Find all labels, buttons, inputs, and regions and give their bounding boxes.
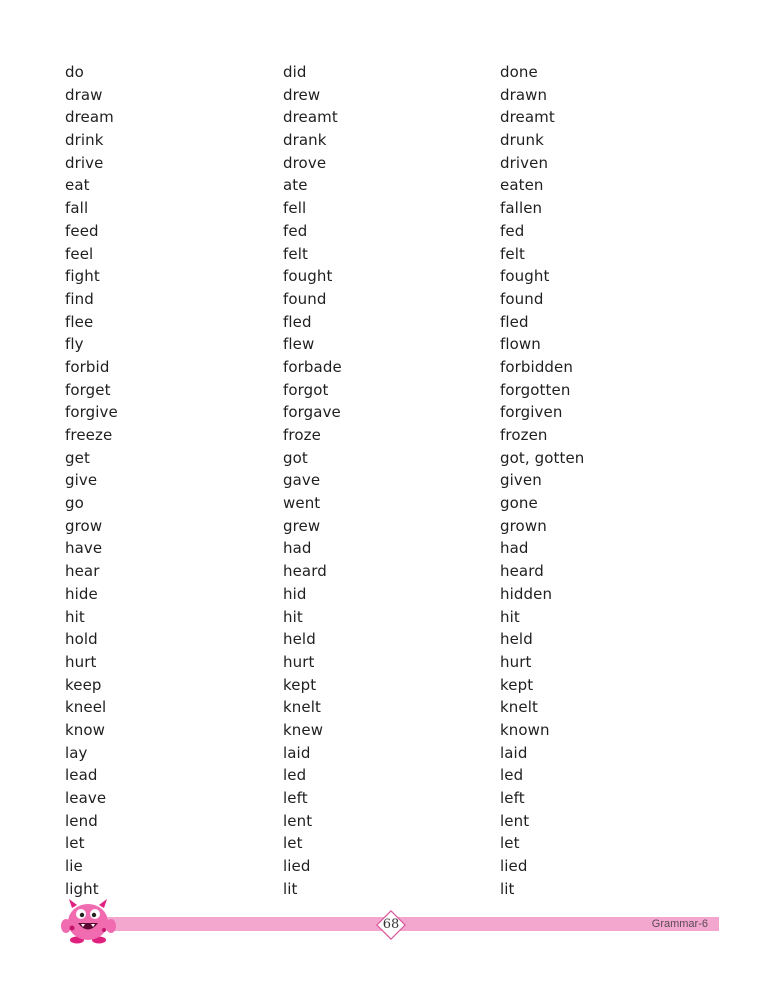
past-participle-cell: held [500, 630, 533, 649]
past-participle-cell: knelt [500, 698, 538, 717]
past-participle-cell: grown [500, 516, 547, 535]
verb-row [0, 220, 783, 243]
page-number: 68 [382, 917, 400, 932]
past-simple-cell: hid [283, 584, 307, 603]
base-form-cell: fly [65, 335, 84, 354]
base-form-cell: flee [65, 312, 94, 331]
past-participle-cell: fed [500, 221, 525, 240]
past-participle-cell: forbidden [500, 357, 573, 376]
past-participle-cell: frozen [500, 426, 548, 444]
past-simple-cell: fled [283, 312, 312, 331]
past-simple-cell: forgot [283, 380, 329, 399]
past-simple-cell: led [283, 766, 307, 785]
verb-row [0, 265, 783, 288]
verb-row [0, 492, 783, 515]
base-form-cell: dream [65, 108, 114, 127]
past-participle-cell: lied [500, 857, 528, 876]
base-form-cell: fall [65, 199, 89, 218]
past-participle-cell: laid [500, 743, 528, 762]
base-form-cell: hit [65, 607, 85, 626]
base-form-cell: draw [65, 85, 103, 104]
past-simple-cell: held [283, 630, 316, 649]
past-simple-cell: hurt [283, 652, 315, 671]
past-participle-cell: hidden [500, 584, 553, 603]
past-participle-cell: drawn [500, 85, 548, 104]
base-form-cell: light [65, 879, 99, 898]
verb-row [0, 401, 783, 424]
base-form-cell: do [65, 63, 84, 81]
verb-row [0, 174, 783, 197]
verb-row [0, 379, 783, 402]
verb-row [0, 129, 783, 152]
base-form-cell: lend [65, 811, 98, 830]
base-form-cell: fight [65, 267, 100, 286]
verb-row [0, 696, 783, 719]
verb-row [0, 333, 783, 356]
verb-row [0, 61, 783, 84]
base-form-cell: go [65, 494, 84, 513]
base-form-cell: keep [65, 675, 102, 694]
past-participle-cell: left [500, 789, 525, 807]
verb-row [0, 537, 783, 560]
verb-row [0, 855, 783, 878]
past-simple-cell: drank [283, 131, 327, 150]
verb-row [0, 583, 783, 606]
past-simple-cell: knew [283, 720, 324, 739]
past-simple-cell: gave [283, 471, 321, 490]
past-simple-cell: dreamt [283, 108, 338, 127]
past-simple-cell: lit [283, 879, 298, 898]
irregular-verb-table [0, 61, 783, 900]
base-form-cell: eat [65, 176, 90, 195]
past-simple-cell: froze [283, 426, 321, 444]
past-simple-cell: heard [283, 562, 327, 581]
verb-row [0, 810, 783, 833]
base-form-cell: get [65, 448, 90, 467]
verb-row [0, 674, 783, 697]
verb-row [0, 356, 783, 379]
base-form-cell: freeze [65, 426, 113, 444]
base-form-cell: lie [65, 857, 83, 876]
base-form-cell: have [65, 539, 103, 558]
verb-row [0, 719, 783, 742]
verb-row [0, 152, 783, 175]
verb-row [0, 606, 783, 629]
verb-row [0, 628, 783, 651]
verb-row [0, 469, 783, 492]
past-participle-cell: kept [500, 675, 534, 694]
past-simple-cell: laid [283, 743, 311, 762]
verb-row [0, 515, 783, 538]
past-simple-cell: flew [283, 335, 315, 354]
past-participle-cell: lit [500, 879, 515, 898]
past-simple-cell: let [283, 834, 303, 853]
page-number-badge [374, 908, 408, 942]
past-simple-cell: grew [283, 516, 321, 535]
past-simple-cell: went [283, 494, 321, 513]
past-participle-cell: let [500, 834, 520, 853]
past-participle-cell: felt [500, 244, 525, 263]
past-simple-cell: fed [283, 221, 308, 240]
past-simple-cell: drove [283, 153, 327, 172]
past-participle-cell: fallen [500, 199, 543, 218]
base-form-cell: know [65, 720, 106, 739]
past-simple-cell: got [283, 448, 308, 467]
base-form-cell: hide [65, 584, 98, 603]
base-form-cell: feel [65, 244, 94, 263]
verb-row [0, 424, 783, 447]
base-form-cell: give [65, 471, 98, 490]
past-simple-cell: forgave [283, 403, 341, 422]
verb-row [0, 651, 783, 674]
base-form-cell: forget [65, 380, 111, 399]
past-participle-cell: hurt [500, 652, 532, 671]
verb-row [0, 447, 783, 470]
base-form-cell: hurt [65, 652, 97, 671]
base-form-cell: find [65, 289, 94, 308]
base-form-cell: lay [65, 743, 88, 762]
base-form-cell: hold [65, 630, 98, 649]
past-participle-cell: led [500, 766, 524, 785]
past-participle-cell: driven [500, 153, 549, 172]
verb-row [0, 742, 783, 765]
base-form-cell: kneel [65, 698, 107, 717]
past-simple-cell: had [283, 539, 312, 558]
past-simple-cell: found [283, 289, 327, 308]
book-title: Grammar-6 [651, 918, 708, 930]
base-form-cell: hear [65, 562, 100, 581]
past-simple-cell: felt [283, 244, 308, 263]
base-form-cell: let [65, 834, 85, 853]
past-participle-cell: forgotten [500, 380, 571, 399]
verb-row [0, 84, 783, 107]
base-form-cell: drive [65, 153, 104, 172]
past-participle-cell: forgiven [500, 403, 563, 422]
past-participle-cell: done [500, 63, 538, 81]
base-form-cell: leave [65, 789, 107, 807]
base-form-cell: drink [65, 131, 104, 150]
past-simple-cell: hit [283, 607, 303, 626]
past-simple-cell: lent [283, 811, 313, 830]
past-simple-cell: fought [283, 267, 333, 286]
past-simple-cell: drew [283, 85, 321, 104]
past-simple-cell: ate [283, 176, 308, 195]
monster-mascot-icon [60, 896, 118, 944]
verb-row [0, 288, 783, 311]
past-participle-cell: dreamt [500, 108, 555, 127]
past-participle-cell: gone [500, 494, 538, 513]
past-simple-cell: forbade [283, 357, 342, 376]
past-participle-cell: found [500, 289, 544, 308]
verb-row [0, 243, 783, 266]
past-simple-cell: fell [283, 199, 307, 218]
past-participle-cell: lent [500, 811, 530, 830]
verb-row [0, 106, 783, 129]
base-form-cell: forbid [65, 357, 110, 376]
past-participle-cell: known [500, 720, 550, 739]
past-participle-cell: had [500, 539, 529, 558]
verb-row [0, 560, 783, 583]
verb-row [0, 764, 783, 787]
past-participle-cell: drunk [500, 131, 544, 150]
past-simple-cell: knelt [283, 698, 321, 717]
past-participle-cell: given [500, 471, 542, 490]
base-form-cell: lead [65, 766, 98, 785]
base-form-cell: feed [65, 221, 99, 240]
verb-row [0, 832, 783, 855]
past-participle-cell: eaten [500, 176, 544, 195]
past-participle-cell: fought [500, 267, 550, 286]
verb-row [0, 311, 783, 334]
past-simple-cell: lied [283, 857, 311, 876]
past-participle-cell: flown [500, 335, 541, 354]
past-participle-cell: heard [500, 562, 544, 581]
base-form-cell: forgive [65, 403, 118, 422]
past-simple-cell: did [283, 63, 307, 81]
past-simple-cell: kept [283, 675, 317, 694]
past-simple-cell: left [283, 789, 308, 807]
verb-row [0, 197, 783, 220]
past-participle-cell: fled [500, 312, 529, 331]
past-participle-cell: hit [500, 607, 520, 626]
verb-row [0, 787, 783, 810]
base-form-cell: grow [65, 516, 103, 535]
past-participle-cell: got, gotten [500, 448, 585, 467]
